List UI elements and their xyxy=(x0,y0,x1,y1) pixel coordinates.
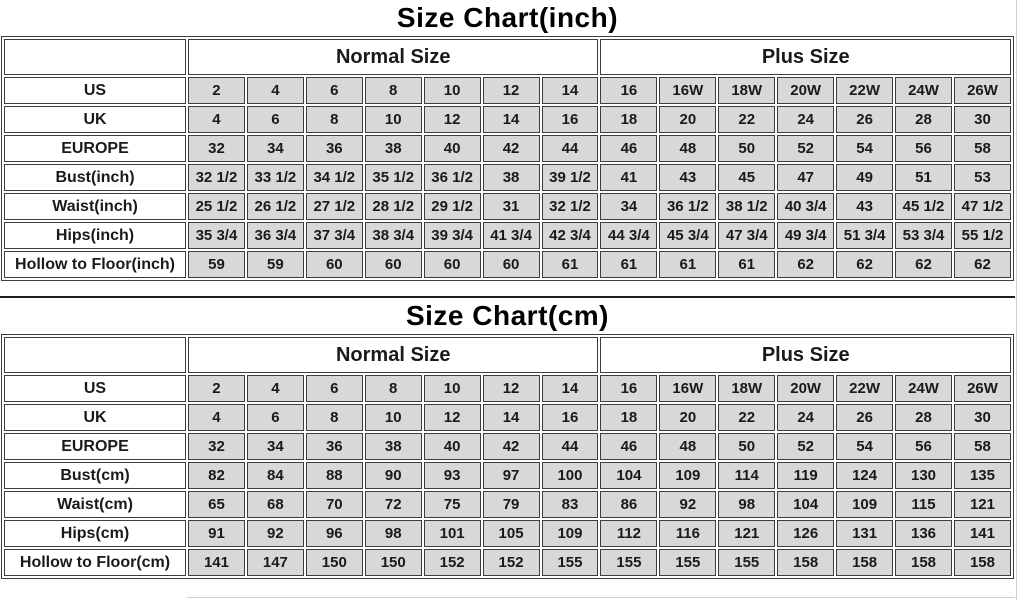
size-cell: 121 xyxy=(718,520,775,547)
size-cell: 62 xyxy=(836,251,893,278)
size-cell: 14 xyxy=(542,375,599,402)
size-cell: 18W xyxy=(718,375,775,402)
size-cell: 44 3/4 xyxy=(600,222,657,249)
size-cell: 54 xyxy=(836,433,893,460)
size-cell: 20W xyxy=(777,375,834,402)
row-label: Hollow to Floor(cm) xyxy=(4,549,186,576)
size-cell: 58 xyxy=(954,135,1011,162)
size-cell: 38 xyxy=(483,164,540,191)
size-cell: 126 xyxy=(777,520,834,547)
size-cell: 16 xyxy=(542,404,599,431)
size-cell: 135 xyxy=(954,462,1011,489)
size-cell: 10 xyxy=(424,375,481,402)
size-cell: 35 3/4 xyxy=(188,222,245,249)
group-header-cell: Plus Size xyxy=(600,39,1011,75)
size-cell: 155 xyxy=(542,549,599,576)
row-label: Hollow to Floor(inch) xyxy=(4,251,186,278)
size-chart-cm-title: Size Chart(cm) xyxy=(405,300,610,331)
table-row xyxy=(4,549,1011,576)
size-cell: 41 3/4 xyxy=(483,222,540,249)
size-cell: 8 xyxy=(306,404,363,431)
size-cell: 116 xyxy=(659,520,716,547)
faint-right-gridline xyxy=(1016,0,1017,600)
size-cell: 59 xyxy=(247,251,304,278)
size-cell: 152 xyxy=(424,549,481,576)
size-cell: 36 3/4 xyxy=(247,222,304,249)
size-cell: 26W xyxy=(954,375,1011,402)
size-cell: 45 3/4 xyxy=(659,222,716,249)
table-row xyxy=(4,222,1011,249)
size-cell: 36 xyxy=(306,433,363,460)
size-cell: 60 xyxy=(365,251,422,278)
size-cell: 36 1/2 xyxy=(659,193,716,220)
size-cell: 4 xyxy=(188,106,245,133)
size-cell: 16W xyxy=(659,375,716,402)
size-cell: 20 xyxy=(659,404,716,431)
size-cell: 39 3/4 xyxy=(424,222,481,249)
size-cell: 55 1/2 xyxy=(954,222,1011,249)
size-cell: 97 xyxy=(483,462,540,489)
size-cell: 61 xyxy=(542,251,599,278)
size-cell: 20W xyxy=(777,77,834,104)
size-cell: 59 xyxy=(188,251,245,278)
size-cell: 24 xyxy=(777,106,834,133)
size-cell: 56 xyxy=(895,433,952,460)
size-cell: 40 3/4 xyxy=(777,193,834,220)
corner-cell xyxy=(4,337,186,373)
size-cell: 147 xyxy=(247,549,304,576)
size-chart-cm-table xyxy=(1,334,1014,579)
size-cell: 24W xyxy=(895,375,952,402)
size-cell: 34 xyxy=(247,433,304,460)
size-cell: 6 xyxy=(306,77,363,104)
size-cell: 32 1/2 xyxy=(188,164,245,191)
group-header-row xyxy=(4,337,1011,373)
size-cell: 4 xyxy=(188,404,245,431)
size-chart-inch-section xyxy=(0,0,1015,281)
size-cell: 141 xyxy=(188,549,245,576)
size-cell: 158 xyxy=(777,549,834,576)
size-cell: 100 xyxy=(542,462,599,489)
size-cell: 10 xyxy=(365,106,422,133)
size-cell: 124 xyxy=(836,462,893,489)
size-cell: 56 xyxy=(895,135,952,162)
size-cell: 54 xyxy=(836,135,893,162)
table-row xyxy=(4,462,1011,489)
table-row xyxy=(4,491,1011,518)
table-row xyxy=(4,251,1011,278)
table-row xyxy=(4,135,1011,162)
row-label: EUROPE xyxy=(4,433,186,460)
size-cell: 14 xyxy=(483,106,540,133)
size-cell: 52 xyxy=(777,135,834,162)
size-cell: 29 1/2 xyxy=(424,193,481,220)
size-cell: 58 xyxy=(954,433,1011,460)
size-cell: 25 1/2 xyxy=(188,193,245,220)
size-cell: 83 xyxy=(542,491,599,518)
size-cell: 16W xyxy=(659,77,716,104)
size-cell: 88 xyxy=(306,462,363,489)
size-cell: 38 xyxy=(365,433,422,460)
size-cell: 109 xyxy=(659,462,716,489)
size-cell: 92 xyxy=(247,520,304,547)
size-cell: 32 1/2 xyxy=(542,193,599,220)
size-cell: 60 xyxy=(424,251,481,278)
size-cell: 70 xyxy=(306,491,363,518)
size-cell: 36 xyxy=(306,135,363,162)
size-cell: 26 1/2 xyxy=(247,193,304,220)
size-cell: 26 xyxy=(836,404,893,431)
size-chart-inch-table xyxy=(1,36,1014,281)
size-cell: 28 1/2 xyxy=(365,193,422,220)
size-cell: 22W xyxy=(836,375,893,402)
size-cell: 12 xyxy=(424,404,481,431)
size-cell: 2 xyxy=(188,77,245,104)
size-cell: 34 xyxy=(247,135,304,162)
size-cell: 105 xyxy=(483,520,540,547)
row-label: Hips(inch) xyxy=(4,222,186,249)
size-cell: 26 xyxy=(836,106,893,133)
size-cell: 4 xyxy=(247,375,304,402)
size-cell: 75 xyxy=(424,491,481,518)
size-cell: 2 xyxy=(188,375,245,402)
size-cell: 53 3/4 xyxy=(895,222,952,249)
size-cell: 44 xyxy=(542,135,599,162)
size-cell: 42 3/4 xyxy=(542,222,599,249)
table-row xyxy=(4,164,1011,191)
size-cell: 61 xyxy=(659,251,716,278)
table-row xyxy=(4,520,1011,547)
size-cell: 79 xyxy=(483,491,540,518)
size-cell: 158 xyxy=(836,549,893,576)
size-cell: 18 xyxy=(600,106,657,133)
size-cell: 53 xyxy=(954,164,1011,191)
size-cell: 36 1/2 xyxy=(424,164,481,191)
size-cell: 38 xyxy=(365,135,422,162)
size-cell: 52 xyxy=(777,433,834,460)
size-cell: 98 xyxy=(365,520,422,547)
table-row xyxy=(4,404,1011,431)
size-cell: 12 xyxy=(483,375,540,402)
size-cell: 43 xyxy=(659,164,716,191)
size-cell: 45 1/2 xyxy=(895,193,952,220)
size-cell: 32 xyxy=(188,135,245,162)
size-cell: 84 xyxy=(247,462,304,489)
size-cell: 12 xyxy=(483,77,540,104)
size-cell: 38 3/4 xyxy=(365,222,422,249)
row-label: US xyxy=(4,77,186,104)
size-cell: 48 xyxy=(659,433,716,460)
size-cell: 39 1/2 xyxy=(542,164,599,191)
size-cell: 61 xyxy=(600,251,657,278)
size-cell: 119 xyxy=(777,462,834,489)
size-cell: 72 xyxy=(365,491,422,518)
row-label: Bust(cm) xyxy=(4,462,186,489)
size-cell: 30 xyxy=(954,106,1011,133)
size-cell: 38 1/2 xyxy=(718,193,775,220)
size-cell: 22 xyxy=(718,106,775,133)
size-cell: 47 1/2 xyxy=(954,193,1011,220)
size-cell: 104 xyxy=(777,491,834,518)
row-label: Waist(inch) xyxy=(4,193,186,220)
size-cell: 158 xyxy=(954,549,1011,576)
size-cell: 34 xyxy=(600,193,657,220)
corner-cell xyxy=(4,39,186,75)
size-cell: 8 xyxy=(306,106,363,133)
size-cell: 51 xyxy=(895,164,952,191)
size-cell: 22W xyxy=(836,77,893,104)
size-cell: 62 xyxy=(895,251,952,278)
table-row xyxy=(4,433,1011,460)
size-cell: 44 xyxy=(542,433,599,460)
size-cell: 35 1/2 xyxy=(365,164,422,191)
size-cell: 115 xyxy=(895,491,952,518)
group-header-cell: Normal Size xyxy=(188,39,598,75)
size-cell: 136 xyxy=(895,520,952,547)
row-label: EUROPE xyxy=(4,135,186,162)
size-cell: 40 xyxy=(424,433,481,460)
size-cell: 32 xyxy=(188,433,245,460)
size-cell: 30 xyxy=(954,404,1011,431)
size-cell: 60 xyxy=(483,251,540,278)
size-cell: 68 xyxy=(247,491,304,518)
size-cell: 152 xyxy=(483,549,540,576)
size-cell: 98 xyxy=(718,491,775,518)
size-cell: 16 xyxy=(600,375,657,402)
size-cell: 61 xyxy=(718,251,775,278)
size-cell: 26W xyxy=(954,77,1011,104)
size-cell: 112 xyxy=(600,520,657,547)
size-cell: 82 xyxy=(188,462,245,489)
size-cell: 22 xyxy=(718,404,775,431)
size-cell: 150 xyxy=(306,549,363,576)
size-cell: 49 3/4 xyxy=(777,222,834,249)
size-cell: 86 xyxy=(600,491,657,518)
size-cell: 47 3/4 xyxy=(718,222,775,249)
size-cell: 155 xyxy=(659,549,716,576)
size-cell: 8 xyxy=(365,77,422,104)
size-cell: 50 xyxy=(718,433,775,460)
row-label: Bust(inch) xyxy=(4,164,186,191)
size-cell: 37 3/4 xyxy=(306,222,363,249)
size-cell: 41 xyxy=(600,164,657,191)
table-row xyxy=(4,193,1011,220)
size-cell: 91 xyxy=(188,520,245,547)
size-cell: 62 xyxy=(954,251,1011,278)
size-cell: 20 xyxy=(659,106,716,133)
size-cell: 155 xyxy=(600,549,657,576)
size-cell: 6 xyxy=(306,375,363,402)
size-cell: 101 xyxy=(424,520,481,547)
size-cell: 114 xyxy=(718,462,775,489)
size-cell: 46 xyxy=(600,135,657,162)
size-cell: 141 xyxy=(954,520,1011,547)
size-cell: 92 xyxy=(659,491,716,518)
size-cell: 65 xyxy=(188,491,245,518)
size-cell: 12 xyxy=(424,106,481,133)
size-cell: 24W xyxy=(895,77,952,104)
size-cell: 18 xyxy=(600,404,657,431)
size-cell: 48 xyxy=(659,135,716,162)
size-cell: 50 xyxy=(718,135,775,162)
size-cell: 14 xyxy=(483,404,540,431)
size-cell: 60 xyxy=(306,251,363,278)
size-cell: 155 xyxy=(718,549,775,576)
size-cell: 6 xyxy=(247,404,304,431)
row-label: UK xyxy=(4,106,186,133)
faint-bottom-gridline xyxy=(187,597,1015,598)
group-header-cell: Normal Size xyxy=(188,337,598,373)
size-cell: 109 xyxy=(542,520,599,547)
size-cell: 40 xyxy=(424,135,481,162)
size-cell: 158 xyxy=(895,549,952,576)
size-cell: 93 xyxy=(424,462,481,489)
table-row xyxy=(4,77,1011,104)
size-cell: 6 xyxy=(247,106,304,133)
size-cell: 4 xyxy=(247,77,304,104)
size-cell: 150 xyxy=(365,549,422,576)
size-cell: 10 xyxy=(365,404,422,431)
size-cell: 24 xyxy=(777,404,834,431)
size-cell: 8 xyxy=(365,375,422,402)
size-cell: 121 xyxy=(954,491,1011,518)
size-cell: 51 3/4 xyxy=(836,222,893,249)
size-cell: 45 xyxy=(718,164,775,191)
size-cell: 49 xyxy=(836,164,893,191)
row-label: US xyxy=(4,375,186,402)
size-cell: 131 xyxy=(836,520,893,547)
table-row xyxy=(4,106,1011,133)
size-cell: 90 xyxy=(365,462,422,489)
size-cell: 27 1/2 xyxy=(306,193,363,220)
size-cell: 28 xyxy=(895,106,952,133)
group-header-cell: Plus Size xyxy=(600,337,1011,373)
size-cell: 104 xyxy=(600,462,657,489)
size-cell: 10 xyxy=(424,77,481,104)
row-label: Waist(cm) xyxy=(4,491,186,518)
size-cell: 47 xyxy=(777,164,834,191)
size-chart-cm-section xyxy=(0,296,1015,579)
size-cell: 96 xyxy=(306,520,363,547)
group-header-row xyxy=(4,39,1011,75)
size-cell: 16 xyxy=(600,77,657,104)
size-cell: 28 xyxy=(895,404,952,431)
size-cell: 42 xyxy=(483,135,540,162)
size-cell: 18W xyxy=(718,77,775,104)
size-cell: 16 xyxy=(542,106,599,133)
table-row xyxy=(4,375,1011,402)
size-cell: 109 xyxy=(836,491,893,518)
size-cell: 62 xyxy=(777,251,834,278)
row-label: UK xyxy=(4,404,186,431)
size-cell: 14 xyxy=(542,77,599,104)
size-cell: 31 xyxy=(483,193,540,220)
size-cell: 42 xyxy=(483,433,540,460)
size-cell: 130 xyxy=(895,462,952,489)
size-chart-inch-title: Size Chart(inch) xyxy=(396,2,619,33)
size-cell: 46 xyxy=(600,433,657,460)
size-cell: 33 1/2 xyxy=(247,164,304,191)
size-cell: 43 xyxy=(836,193,893,220)
size-cell: 34 1/2 xyxy=(306,164,363,191)
row-label: Hips(cm) xyxy=(4,520,186,547)
